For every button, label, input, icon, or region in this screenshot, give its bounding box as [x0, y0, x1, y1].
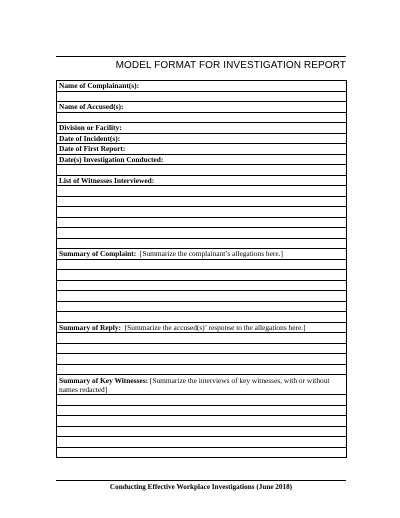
- complaint-summary-label: Summary of Complaint:: [59, 249, 137, 258]
- blank-row[interactable]: [57, 197, 346, 208]
- blank-row[interactable]: [57, 218, 346, 229]
- blank-row[interactable]: [57, 344, 346, 355]
- division-label: Division or Facility:: [59, 123, 122, 132]
- blank-row[interactable]: [57, 333, 346, 344]
- footer-rule: [56, 480, 346, 481]
- accused-label: Name of Accused(s):: [59, 102, 124, 111]
- blank-row[interactable]: [57, 312, 346, 323]
- reply-summary-label: Summary of Reply:: [59, 322, 121, 332]
- complaint-summary-row[interactable]: [57, 249, 346, 260]
- blank-row[interactable]: [57, 113, 346, 124]
- page-footer: Conducting Effective Workplace Investigations (June 2018): [109, 483, 293, 491]
- blank-row[interactable]: [57, 228, 346, 239]
- incident-date-label: Date of Incident(s):: [59, 133, 121, 143]
- blank-row[interactable]: [57, 365, 346, 376]
- key-witnesses-summary-row[interactable]: [57, 375, 346, 395]
- report-form: [56, 80, 347, 458]
- blank-row[interactable]: [57, 448, 346, 459]
- blank-row[interactable]: [57, 270, 346, 281]
- blank-row[interactable]: [57, 437, 346, 448]
- page-title: MODEL FORMAT FOR INVESTIGATION REPORT: [115, 60, 346, 71]
- blank-row[interactable]: [57, 406, 346, 417]
- complaint-summary-hint: [Summarize the complainant’s allegations here.]: [139, 249, 283, 258]
- blank-row[interactable]: [57, 239, 346, 250]
- blank-row[interactable]: [57, 281, 346, 292]
- key-witnesses-summary-hint: [Summarize the interviews of key witnesses, with or without names redacted]: [59, 376, 330, 394]
- blank-row[interactable]: [57, 427, 346, 438]
- investigation-dates-row[interactable]: [57, 155, 346, 166]
- blank-row[interactable]: [57, 354, 346, 365]
- blank-row[interactable]: [57, 416, 346, 427]
- division-row[interactable]: [57, 123, 346, 134]
- complainant-row[interactable]: [57, 81, 346, 92]
- blank-row[interactable]: [57, 92, 346, 103]
- witnesses-list-label: List of Witnesses Interviewed:: [59, 175, 155, 185]
- blank-row[interactable]: [57, 302, 346, 313]
- reply-summary-hint: [Summarize the accused(s)’ response to the allegations here.]: [124, 322, 306, 332]
- investigation-dates-label: Date(s) Investigation Conducted:: [59, 154, 164, 164]
- accused-row[interactable]: [57, 102, 346, 113]
- blank-row[interactable]: [57, 207, 346, 218]
- first-report-date-row[interactable]: [57, 144, 346, 155]
- first-report-date-label: Date of First Report:: [59, 144, 126, 153]
- blank-row[interactable]: [57, 186, 346, 197]
- blank-row[interactable]: [57, 165, 346, 176]
- complainant-label: Name of Complainant(s):: [59, 81, 140, 90]
- reply-summary-row[interactable]: [57, 323, 346, 334]
- header-rule: [56, 56, 346, 57]
- blank-row[interactable]: [57, 395, 346, 406]
- incident-date-row[interactable]: [57, 134, 346, 145]
- key-witnesses-summary-label: Summary of Key Witnesses:: [59, 376, 149, 385]
- witnesses-list-row[interactable]: [57, 176, 346, 187]
- blank-row[interactable]: [57, 260, 346, 271]
- blank-row[interactable]: [57, 291, 346, 302]
